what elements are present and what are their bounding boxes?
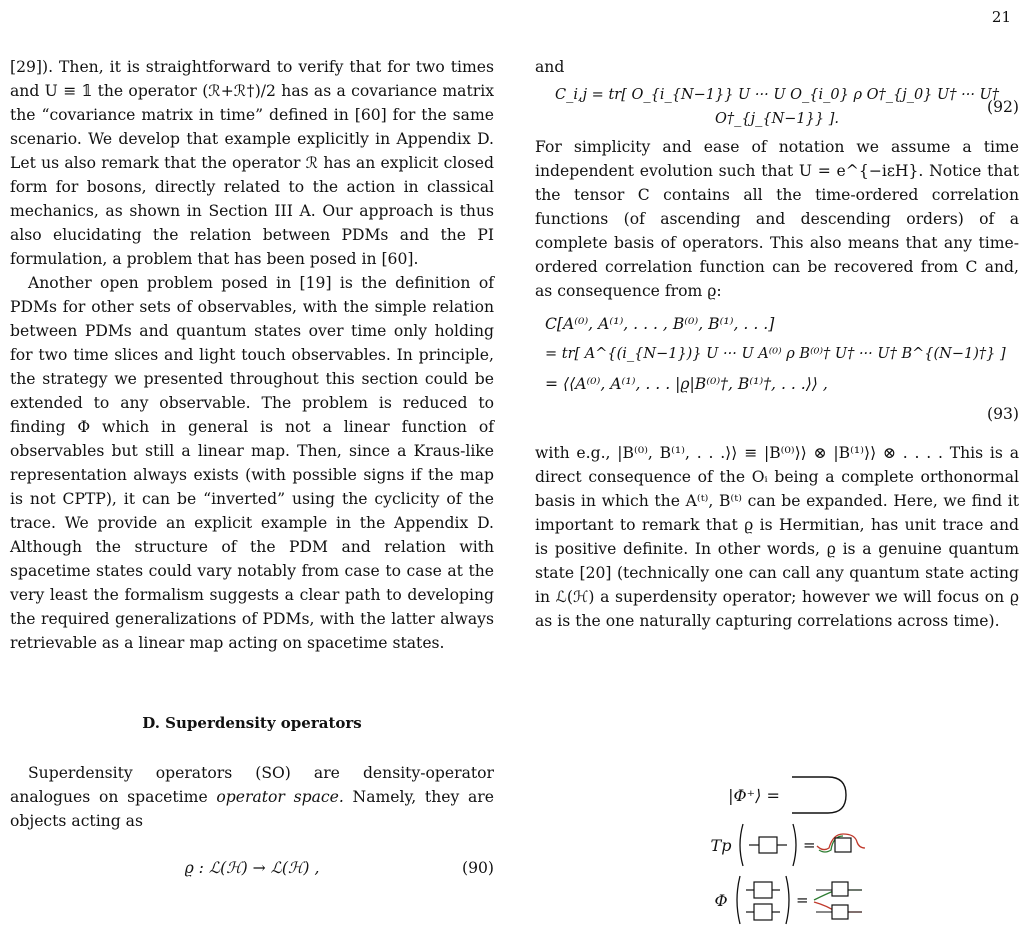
equation-body: ϱ : ℒ(ℋ) → ℒ(ℋ) , bbox=[184, 859, 320, 877]
equation-body: C_i,j = tr[ O_{i_{N−1}} U ··· U O_{i_0} ρ O†_{j_0} U† ··· U† O†_{j_{N−1}} ]. bbox=[554, 87, 1000, 127]
figure-diagrams bbox=[700, 770, 880, 930]
right-column bbox=[535, 55, 1019, 633]
section-heading: D. Superdensity operators bbox=[142, 714, 362, 732]
paragraph bbox=[10, 761, 494, 833]
diagram-label: Tp bbox=[710, 835, 732, 855]
page-number: 21 bbox=[991, 8, 1011, 26]
paragraph: with e.g., |B⁽⁰⁾, B⁽¹⁾, . . .⟩⟩ ≡ |B⁽⁰⁾⟩⟩ ⊗ |B⁽¹⁾⟩⟩ ⊗ . . . . This is a direct consequence of the Oᵢ being a complete orthonormal basis in which the A⁽ᵗ⁾, B⁽ᵗ⁾ can be expanded. Here, we find it important to remark that ϱ is Hermitian, has unit trace and is positive definite. In other words, ϱ is a genuine quantum state [20] (technically one can call any quantum state acting in ℒ(ℋ) a superdensity operator; however we will focus on ϱ as is the one naturally capturing correlations across time). bbox=[535, 444, 1019, 630]
equation-number: (93) bbox=[986, 405, 1019, 423]
diagram-row-transpose bbox=[700, 820, 880, 870]
equation-90 bbox=[10, 847, 494, 889]
equation-number: (92) bbox=[986, 98, 1019, 116]
paragraph: and bbox=[535, 58, 565, 76]
paragraph: For simplicity and ease of notation we assume a time independent evolution such that U = e^{−iεH}. Notice that the tensor C contains all the time-ordered correlation functions (of ascending and descending orders) of a complete basis of operators. This also means that any time-ordered correlation function can be recovered from C and, as consequence from ϱ: bbox=[535, 138, 1019, 300]
cup-wire-icon bbox=[788, 773, 852, 817]
text-span: Namely, they are objects acting as bbox=[10, 788, 494, 830]
paragraph: [29]). Then, it is straightforward to verify that for two times and U ≡ 𝟙 the operator (ℛ+ℛ†)/2 has as a covariance matrix the “covariance matrix in time” defined in [60] for the same scenario. We develop that example explicitly in Appendix D. Let us also remark that the operator ℛ has an explicit closed form for bosons, directly related to the action in classical mechanics, as shown in Section III A. Our approach is thus also elucidating the relation between PDMs and the PI formulation, a problem that has been posed in [60]. bbox=[10, 58, 494, 268]
channel-map-diagram bbox=[736, 872, 866, 928]
equation-number: (90) bbox=[461, 859, 494, 877]
text-span: Superdensity operators (SO) are density-operator analogues on spacetime bbox=[10, 764, 494, 806]
diagram-label: Φ bbox=[714, 890, 728, 910]
equation-line: = ⟨⟨A⁽⁰⁾, A⁽¹⁾, . . . |ϱ|B⁽⁰⁾†, B⁽¹⁾†, . . .⟩⟩ , bbox=[545, 375, 828, 393]
equals-sign: = bbox=[795, 891, 809, 909]
left-column bbox=[10, 55, 494, 889]
equation-line: = tr[ A^{(i_{N−1})} U ··· U A⁽⁰⁾ ρ B⁽⁰⁾† U† ··· U† B^{(N−1)†} ] bbox=[545, 346, 1006, 362]
diagram-row-map bbox=[700, 870, 880, 930]
partial-transpose-diagram bbox=[739, 822, 869, 868]
equals-sign: = bbox=[803, 836, 817, 854]
equation-93 bbox=[535, 303, 1019, 435]
equation-line: C[A⁽⁰⁾, A⁽¹⁾, . . . , B⁽⁰⁾, B⁽¹⁾, . . .] bbox=[545, 315, 775, 333]
paragraph: Another open problem posed in [19] is the definition of PDMs for other sets of observables, with the simple relation between PDMs and quantum states over time only holding for two time slices and light touch observables. In principle, the strategy we presented throughout this section could be extended to any observable. The problem is reduced to finding Φ which in general is not a linear function of observables but still a linear map. Then, since a Kraus-like representation always exists (with possible signs if the map is not CPTP), it can be “inverted” using the cyclicity of the trace. We provide an explicit example in the Appendix D. Although the structure of the PDM and relation with spacetime states could vary notably from case to case at the very least the formalism suggests a clear path to developing the required generalizations of PDMs, with the latter always retrievable as a linear map acting on spacetime states. bbox=[10, 274, 494, 652]
equation-92 bbox=[535, 79, 1019, 135]
emphasis: operator space. bbox=[216, 788, 344, 806]
diagram-row-bell-state bbox=[700, 770, 880, 820]
diagram-label: |Φ⁺⟩ = bbox=[728, 785, 780, 805]
